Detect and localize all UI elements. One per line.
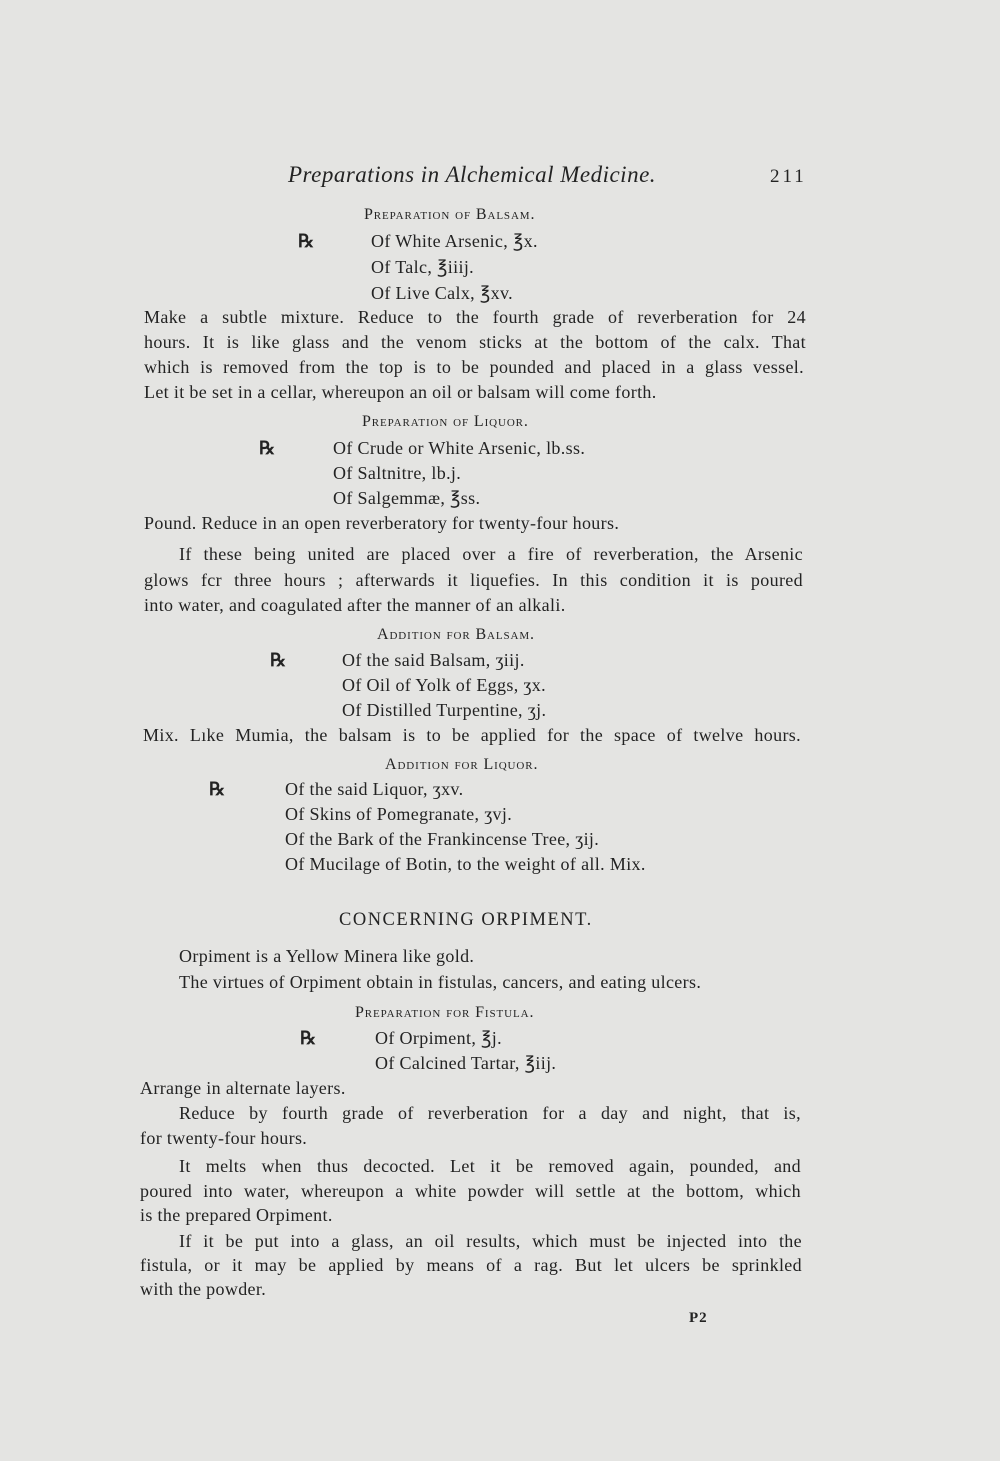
ingredient-line: Of the said Balsam, ʒiij.	[342, 650, 525, 670]
signature-mark: P2	[689, 1310, 708, 1326]
paragraph-line: with the powder.	[140, 1279, 267, 1299]
recipe-symbol: ℞	[270, 650, 287, 670]
instruction-line: Arrange in alternate layers.	[140, 1078, 346, 1098]
ingredient-line: Of Talc, ℥iiij.	[371, 257, 475, 277]
ingredient-line: Of Saltnitre, lb.j.	[333, 463, 462, 483]
paragraph-line: glows fcr three hours ; afterwards it liquefies. In this condition it is poured	[144, 570, 803, 590]
ingredient-line: Of Distilled Turpentine, ʒj.	[342, 700, 547, 720]
recipe-symbol: ℞	[300, 1028, 317, 1048]
paragraph-line: which is removed from the top is to be pounded and placed in a glass vessel.	[144, 357, 804, 377]
ingredient-line: Of Live Calx, ℥xv.	[371, 283, 514, 303]
ingredient-line: Of White Arsenic, ℥x.	[371, 231, 538, 251]
heading-addition-for-liquor: Addition for Liquor.	[385, 756, 539, 773]
paragraph-line: Orpiment is a Yellow Minera like gold.	[179, 946, 475, 966]
paragraph-line: for twenty-four hours.	[140, 1128, 308, 1148]
paragraph-line: into water, and coagulated after the manner of an alkali.	[144, 595, 566, 615]
paragraph-line: hours. It is like glass and the venom sticks at the bottom of the calx. That	[144, 332, 806, 352]
heading-preparation-for-fistula: Preparation for Fistula.	[355, 1004, 535, 1021]
instruction-line: Pound. Reduce in an open reverberatory for twenty-four hours.	[144, 513, 620, 533]
paragraph-line: Make a subtle mixture. Reduce to the fourth grade of reverberation for 24	[144, 307, 806, 327]
section-title: CONCERNING ORPIMENT.	[339, 910, 593, 930]
ingredient-line: Of Orpiment, ℥j.	[375, 1028, 502, 1048]
paragraph-line: If it be put into a glass, an oil results, which must be injected into the	[179, 1231, 802, 1251]
ingredient-line: Of Calcined Tartar, ℥iij.	[375, 1053, 557, 1073]
instruction-line: Mix. Lıke Mumia, the balsam is to be applied for the space of twelve hours.	[143, 725, 801, 745]
ingredient-line: Of Skins of Pomegranate, ʒvj.	[285, 804, 513, 824]
paragraph-line: Reduce by fourth grade of reverberation for a day and night, that is,	[179, 1103, 801, 1123]
heading-addition-for-balsam: Addition for Balsam.	[377, 626, 535, 643]
recipe-symbol: ℞	[259, 438, 276, 458]
paragraph-line: The virtues of Orpiment obtain in fistulas, cancers, and eating ulcers.	[179, 972, 702, 992]
running-title: Preparations in Alchemical Medicine.	[288, 162, 657, 187]
paragraph-line: poured into water, whereupon a white powder will settle at the bottom, which	[140, 1181, 801, 1201]
recipe-symbol: ℞	[298, 231, 315, 251]
paragraph-line: Let it be set in a cellar, whereupon an oil or balsam will come forth.	[144, 382, 657, 402]
ingredient-line: Of Salgemmæ, ℥ss.	[333, 488, 481, 508]
ingredient-line: Of Oil of Yolk of Eggs, ʒx.	[342, 675, 546, 695]
paragraph-line: fistula, or it may be applied by means of a rag. But let ulcers be sprinkled	[140, 1255, 802, 1275]
ingredient-line: Of the said Liquor, ʒxv.	[285, 779, 464, 799]
ingredient-line: Of Mucilage of Botin, to the weight of all. Mix.	[285, 854, 646, 874]
page-number: 211	[770, 166, 807, 187]
heading-preparation-of-balsam: Preparation of Balsam.	[364, 206, 536, 223]
heading-preparation-of-liquor: Preparation of Liquor.	[362, 413, 529, 430]
paragraph-line: is the prepared Orpiment.	[140, 1205, 333, 1225]
recipe-symbol: ℞	[209, 779, 226, 799]
paragraph-line: It melts when thus decocted. Let it be removed again, pounded, and	[179, 1156, 801, 1176]
paragraph-line: If these being united are placed over a fire of reverberation, the Arsenic	[179, 544, 803, 564]
ingredient-line: Of Crude or White Arsenic, lb.ss.	[333, 438, 586, 458]
ingredient-line: Of the Bark of the Frankincense Tree, ʒij.	[285, 829, 600, 849]
